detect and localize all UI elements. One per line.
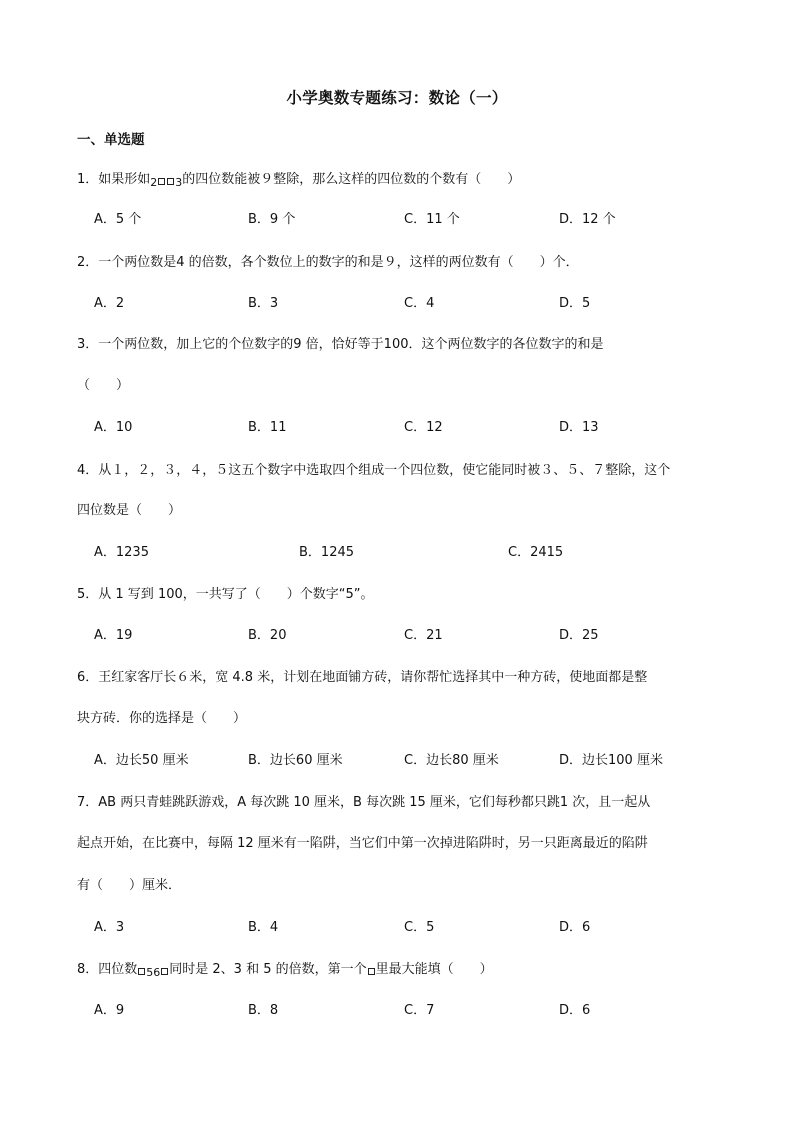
blank-box <box>167 178 174 185</box>
option-c[interactable]: C．5 <box>404 920 435 935</box>
question-5: 5．从 1 写到 100，一共写了（ ）个数字“5”。 <box>77 587 374 602</box>
option-b[interactable]: B．边长60 厘米 <box>248 753 343 768</box>
option-c[interactable]: C．12 <box>404 420 443 435</box>
option-c[interactable]: C．2415 <box>508 545 564 560</box>
option-b[interactable]: B．9 个 <box>248 212 296 227</box>
option-a[interactable]: A．2 <box>94 296 125 311</box>
option-c[interactable]: C．边长80 厘米 <box>404 753 499 768</box>
question-8-text-c: 里最大能填（ ） <box>375 962 493 977</box>
question-6: 6．王红家客厅长６米，宽 4.8 米，计划在地面铺方砖，请你帮忙选择其中一种方砖，使地面都是整 <box>77 670 648 685</box>
question-1-digit-a: 2 <box>150 176 158 189</box>
question-5-options <box>94 626 734 646</box>
question-3: 3．一个两位数，加上它的个位数字的9 倍，恰好等于100．这个两位数字的各位数字的和是 <box>77 337 604 352</box>
question-7-options <box>94 918 734 938</box>
option-b[interactable]: B．20 <box>248 628 287 643</box>
option-b[interactable]: B．4 <box>248 920 279 935</box>
option-c[interactable]: C．21 <box>404 628 443 643</box>
option-a[interactable]: A．19 <box>94 628 133 643</box>
question-1-digit-b: 3 <box>175 176 183 189</box>
option-b[interactable]: B．1245 <box>299 545 355 560</box>
option-c[interactable]: C．11 个 <box>404 212 460 227</box>
question-1-text-b: 的四位数能被９整除，那么这样的四位数的个数有（ ） <box>182 172 521 187</box>
question-4: 4．从１，２，３，４，５这五个数字中选取四个组成一个四位数，使它能同时被３、５、７整除，这个 <box>77 463 671 478</box>
question-7-line-2: 起点开始，在比赛中，每隔 12 厘米有一陷阱，当它们中第一次掉进陷阱时，另一只距离最近的陷阱 <box>77 836 648 851</box>
option-a[interactable]: A．9 <box>94 1003 125 1018</box>
blank-box <box>158 178 165 185</box>
question-6-options <box>94 751 734 771</box>
option-d[interactable]: D．6 <box>559 920 591 935</box>
question-8-digits: 56 <box>146 966 161 979</box>
blank-box <box>138 968 145 975</box>
blank-box <box>368 968 375 975</box>
option-a[interactable]: A．5 个 <box>94 212 142 227</box>
question-2-options <box>94 294 734 314</box>
option-c[interactable]: C．4 <box>404 296 435 311</box>
option-d[interactable]: D．12 个 <box>559 212 616 227</box>
option-c[interactable]: C．7 <box>404 1003 435 1018</box>
option-d[interactable]: D．25 <box>559 628 599 643</box>
page-title: 小学奥数专题练习：数论（一） <box>286 89 508 107</box>
question-3-options <box>94 418 734 438</box>
question-4-options <box>94 543 734 563</box>
question-7: 7．AB 两只青蛙跳跃游戏，A 每次跳 10 厘米，B 每次跳 15 厘米，它们每秒都只跳1 次，且一起从 <box>77 795 651 810</box>
question-8 <box>77 960 717 983</box>
option-d[interactable]: D．5 <box>559 296 591 311</box>
option-a[interactable]: A．10 <box>94 420 133 435</box>
question-4-line-2: 四位数是（ ） <box>77 503 182 518</box>
question-2: 2．一个两位数是4 的倍数，各个数位上的数字的和是９，这样的两位数有（ ）个． <box>77 255 579 270</box>
option-a[interactable]: A．边长50 厘米 <box>94 753 189 768</box>
question-1 <box>77 170 717 193</box>
option-b[interactable]: B．8 <box>248 1003 279 1018</box>
question-8-text-b: 同时是 2、3 和 5 的倍数，第一个 <box>169 962 367 977</box>
option-d[interactable]: D．边长100 厘米 <box>559 753 663 768</box>
option-d[interactable]: D．13 <box>559 420 599 435</box>
question-8-options <box>94 1001 734 1021</box>
blank-box <box>161 968 168 975</box>
question-1-options <box>94 210 734 230</box>
section-heading: 一、单选题 <box>77 132 145 148</box>
question-6-line-2: 块方砖．你的选择是（ ） <box>77 711 247 726</box>
question-8-text-a: 8．四位数 <box>77 962 138 977</box>
option-a[interactable]: A．3 <box>94 920 125 935</box>
question-3-line-2: （ ） <box>77 378 130 393</box>
option-d[interactable]: D．6 <box>559 1003 591 1018</box>
option-a[interactable]: A．1235 <box>94 545 149 560</box>
question-7-line-3: 有（ ）厘米． <box>77 878 182 893</box>
question-1-text-a: 1．如果形如 <box>77 172 151 187</box>
option-b[interactable]: B．11 <box>248 420 287 435</box>
option-b[interactable]: B．3 <box>248 296 279 311</box>
